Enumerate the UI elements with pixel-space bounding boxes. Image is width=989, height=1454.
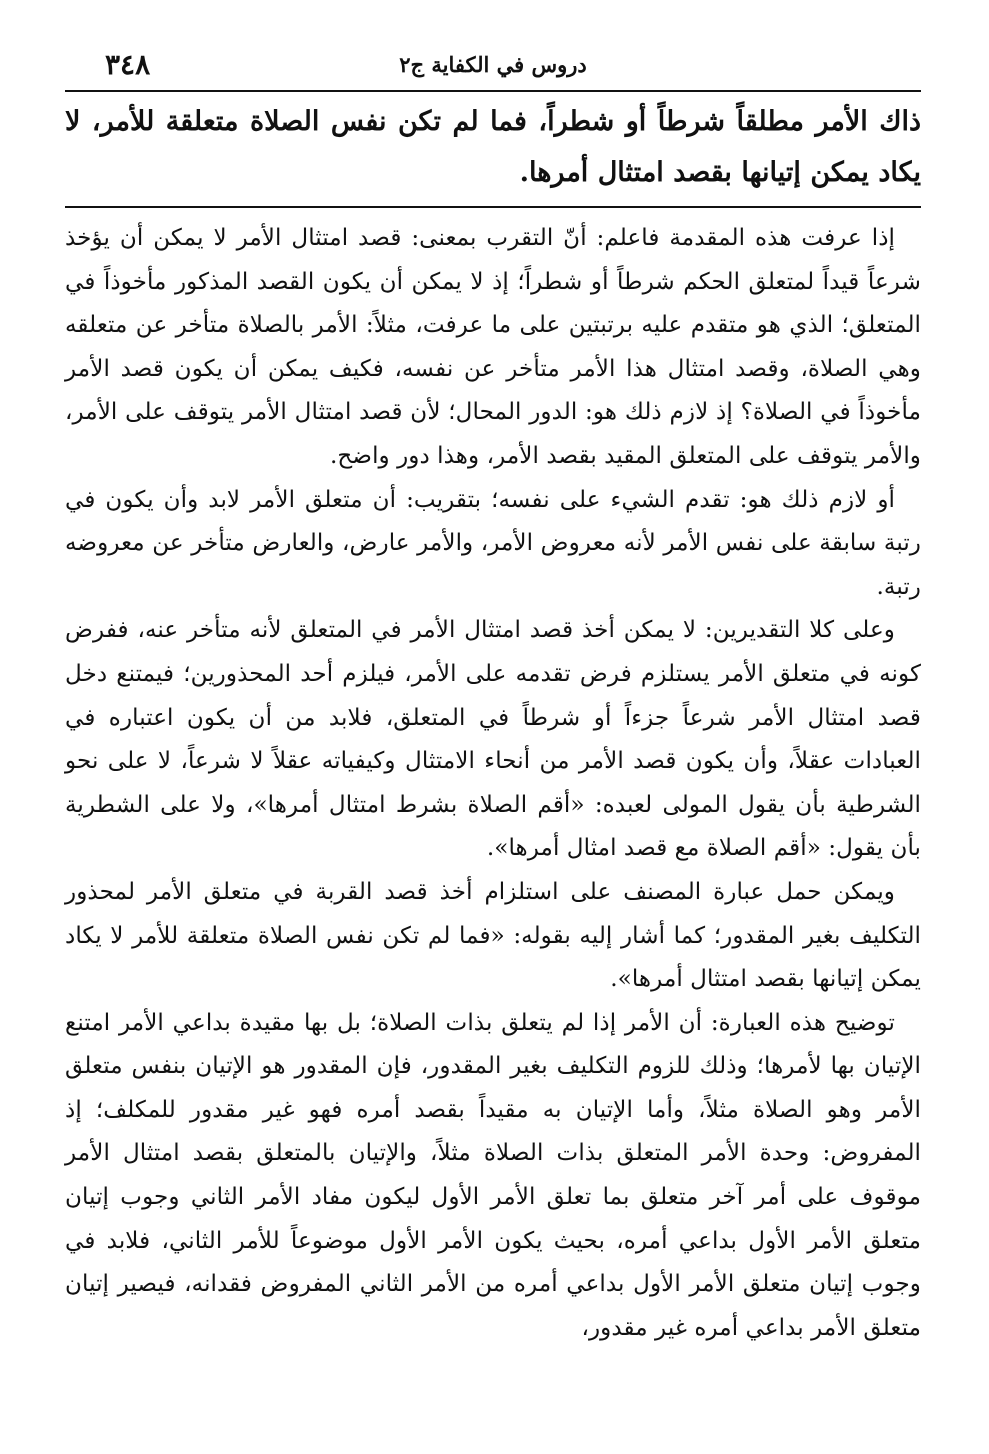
commentary-paragraph: وعلى كلا التقديرين: لا يمكن أخذ قصد امتثال الأمر في المتعلق لأنه متأخر عنه، ففرض كونه في متعلق الأمر يستلزم فرض تقدمه على الأمر، فيلزم أحد المحذورين؛ فيمتنع دخل قصد امتثال الأمر شرعاً جزءاً أو شرطاً في المتعلق، فلابد من أن يكون اعتباره في العبادات عقلاً، وأن يكون قصد الأمر من أنحاء الامتثال وكيفياته عقلاً لا شرعاً، لا على نحو الشرطية بأن يقول المولى لعبده: «أقم الصلاة بشرط امتثال أمرها»، ولا على الشطرية بأن يقول: «أقم الصلاة مع قصد امثال أمرها». xyxy=(65,616,921,862)
running-title: دروس في الكفاية ج٢ xyxy=(399,52,587,77)
commentary-paragraph: توضيح هذه العبارة: أن الأمر إذا لم يتعلق بذات الصلاة؛ بل بها مقيدة بداعي الأمر امتنع الإتيان بها لأمرها؛ وذلك للزوم التكليف بغير المقدور، فإن المقدور هو الإتيان بنفس متعلق الأمر وهو الصلاة مثلاً، وأما الإتيان به مقيداً بقصد أمره فهو غير مقدور للمكلف؛ إذ المفروض: وحدة الأمر المتعلق بذات الصلاة مثلاً، والإتيان بالمتعلق بقصد امتثال الأمر موقوف على أمر آخر متعلق بما تعلق الأمر الأول ليكون مفاد الأمر الثاني وجوب إتيان متعلق الأمر الأول بداعي أمره، بحيث يكون الأمر الأول موضوعاً للأمر الثاني، فلابد في وجوب إتيان متعلق الأمر الأول بداعي أمره من الأمر الثاني المفروض فقدانه، فيصير إتيان متعلق الأمر بداعي أمره غير مقدور، xyxy=(65,1008,921,1341)
page-header xyxy=(65,36,921,92)
quoted-source-text: ذاك الأمر مطلقاً شرطاً أو شطراً، فما لم تكن نفس الصلاة متعلقة للأمر، لا يكاد يمكن إتيانها بقصد امتثال أمرها. xyxy=(65,96,921,208)
commentary-paragraph: أو لازم ذلك هو: تقدم الشيء على نفسه؛ بتقريب: أن متعلق الأمر لابد وأن يكون في رتبة سابقة على نفس الأمر لأنه معروض الأمر، والأمر عارض، والعارض متأخر عن معروضه رتبة. xyxy=(65,485,921,600)
commentary-body xyxy=(65,216,921,1349)
page-number: ٣٤٨ xyxy=(105,48,151,81)
commentary-paragraph: إذا عرفت هذه المقدمة فاعلم: أنّ التقرب بمعنى: قصد امتثال الأمر لا يمكن أن يؤخذ شرعاً قيداً لمتعلق الحكم شرطاً أو شطراً؛ إذ لا يمكن أن يكون القصد المذكور مأخوذاً في المتعلق؛ الذي هو متقدم عليه برتبتين على ما عرفت، مثلاً: الأمر بالصلاة متأخر عن متعلقه وهي الصلاة، وقصد امتثال هذا الأمر متأخر عن نفسه، فكيف يمكن أن يكون قصد الأمر مأخوذاً في الصلاة؟ إذ لازم ذلك هو: الدور المحال؛ لأن قصد امتثال الأمر يتوقف على الأمر، والأمر يتوقف على المتعلق المقيد بقصد الأمر، وهذا دور واضح. xyxy=(65,224,921,469)
commentary-paragraph: ويمكن حمل عبارة المصنف على استلزام أخذ قصد القربة في متعلق الأمر لمحذور التكليف بغير المقدور؛ كما أشار إليه بقوله: «فما لم تكن نفس الصلاة متعلقة للأمر لا يكاد يمكن إتيانها بقصد امتثال أمرها». xyxy=(65,877,921,993)
